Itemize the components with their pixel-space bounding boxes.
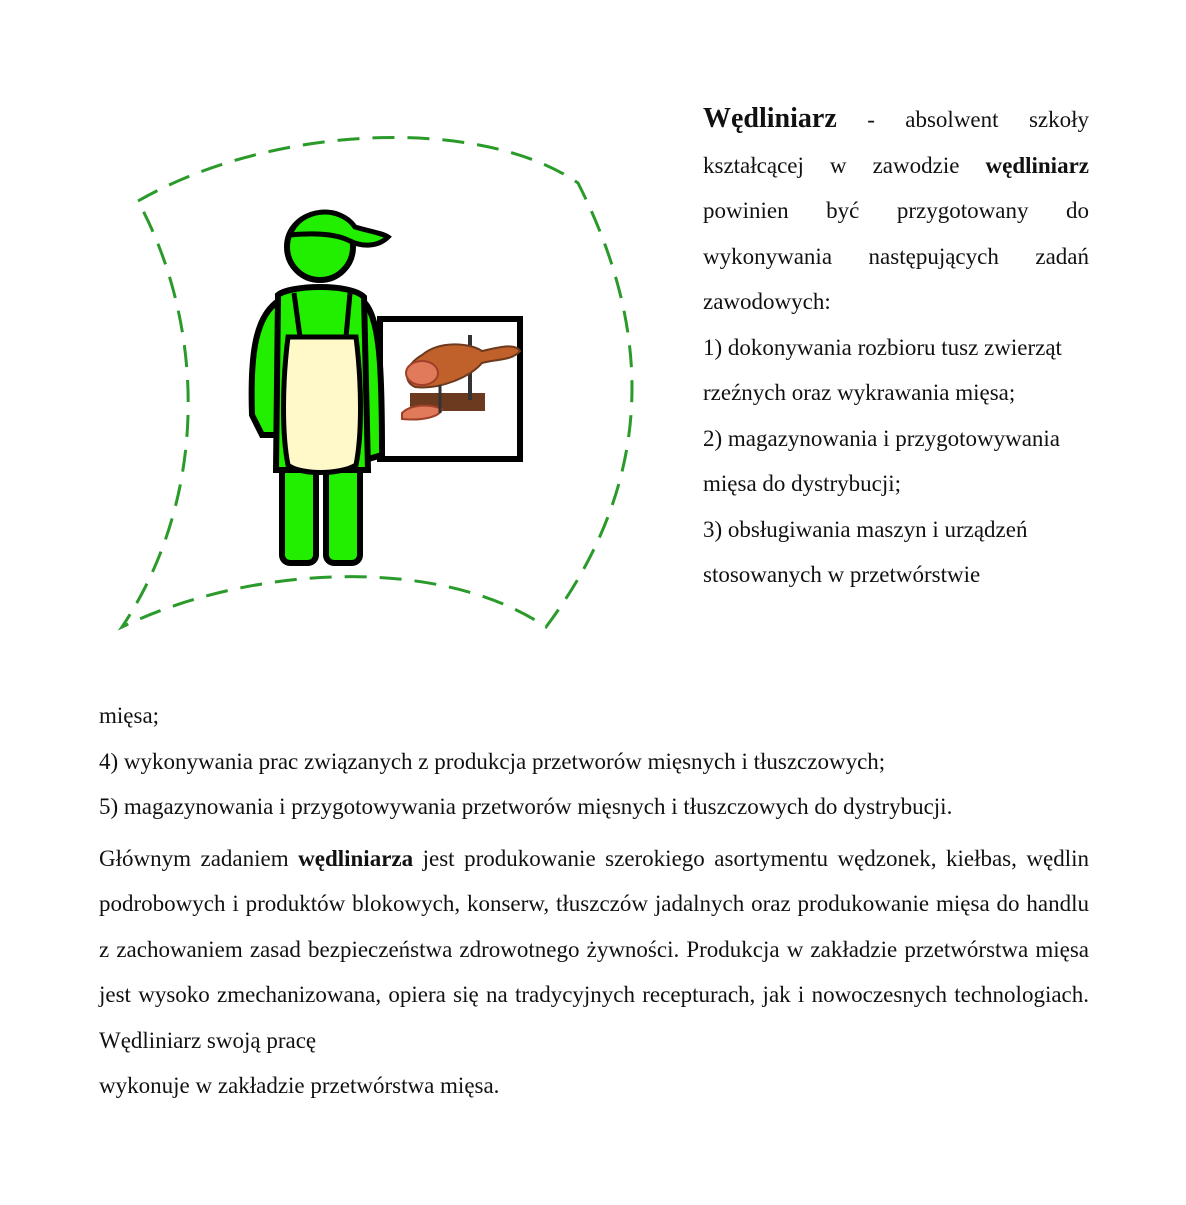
para-text-1: Głównym zadaniem	[99, 845, 299, 871]
description-last-line: wykonuje w zakładzie przetwórstwa mięsa.	[99, 1073, 500, 1098]
para-bold-word: wędliniarza	[298, 845, 414, 871]
picture-frame	[380, 319, 520, 459]
intro-bold-word: wędliniarz	[985, 152, 1089, 178]
intro-text-2: powinien być przygotowany do wykonywania następujących zadań zawodowych:	[703, 198, 1089, 314]
apron	[284, 337, 361, 473]
task-item-2: 2) magazynowania i przygotowywania mięsa do dystrybucji;	[703, 425, 1061, 496]
description-paragraph	[99, 836, 1089, 1064]
para-text-2: jest produkowanie szerokiego asortymentu wędzonek, kiełbas, wędlin podrobowych i produktów blokowych, konserw, tłuszczów jadalnych oraz produkowanie mięsa do handlu z zachowaniem zasad bezpieczeństwa zdrowotnego żywności. Produkcja w zakładzie przetwórstwa mięsa jest wysoko zmechanizowana, opiera się na tradycyjnych recepturach, jak i nowoczesnych technologiach. Wędliniarz swoją pracę	[99, 845, 1089, 1053]
task-item-5: 5) magazynowania i przygotowywania przetworów mięsnych i tłuszczowych do dystrybucji.	[99, 794, 953, 819]
intro-column	[703, 96, 1089, 598]
task-item-3: 3) obsługiwania maszyn i urządzeń stosowanych w przetwórstwie	[703, 516, 1028, 587]
intro-paragraph	[703, 96, 1089, 325]
body-text	[99, 693, 1089, 1109]
intro-title: Wędliniarz	[703, 103, 837, 134]
task-item-3-continuation: mięsa;	[99, 703, 160, 728]
butcher-illustration	[110, 115, 650, 640]
task-item-1: 1) dokonywania rozbioru tusz zwierząt rzeźnych oraz wykrawania mięsa;	[703, 334, 1062, 405]
task-item-4: 4) wykonywania prac związanych z produkcja przetworów mięsnych i tłuszczowych;	[99, 748, 886, 774]
butcher-figure	[252, 212, 388, 563]
intro-text-1: - absolwent szkoły kształcącej w zawodzie	[703, 107, 1089, 178]
